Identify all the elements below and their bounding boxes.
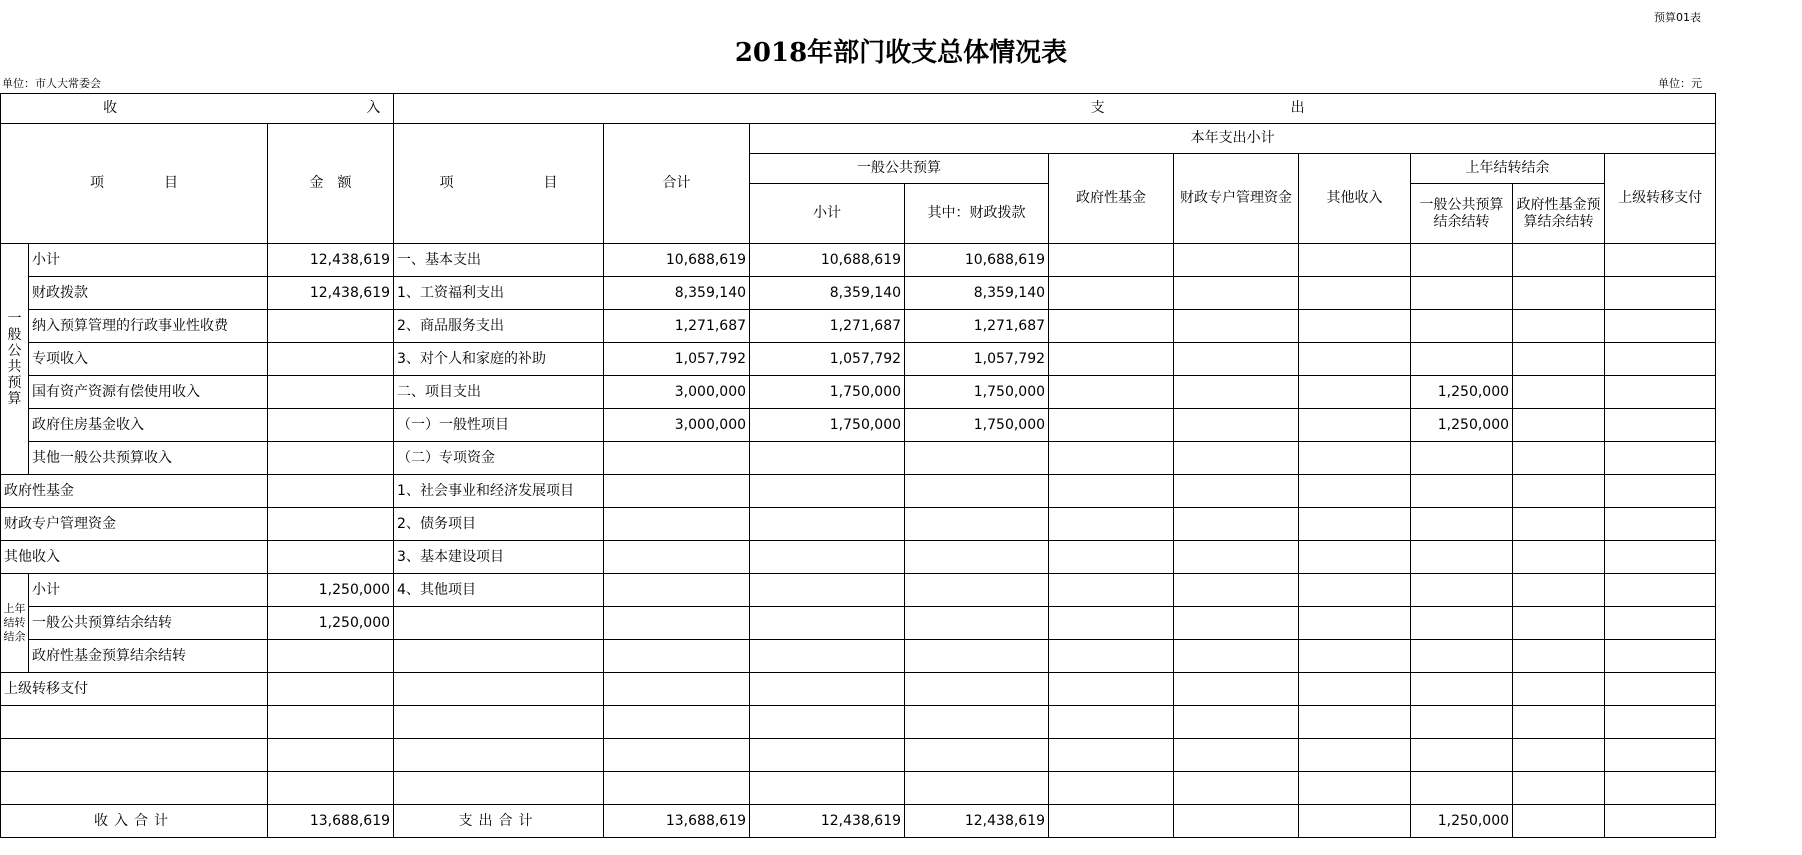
- table-row: 政府性基金 1、社会事业和经济发展项目: [1, 475, 1716, 508]
- totals-row: [1, 805, 1716, 838]
- total-header: 合计: [604, 124, 750, 244]
- carry-general-header: 一般公共预算结余结转: [1411, 184, 1513, 244]
- table-row: 纳入预算管理的行政事业性收费 2、商品服务支出 1,271,687 1,271,687 1,271,687: [1, 310, 1716, 343]
- fin-total: 12,438,619: [905, 805, 1049, 838]
- table-number-tag: 预算01表: [1654, 11, 1701, 24]
- table-row: 其他一般公共预算收入 （二）专项资金: [1, 442, 1716, 475]
- subtotal-header: 小计: [750, 184, 905, 244]
- current-year-header: 本年支出小计: [750, 124, 1716, 154]
- header-row-1: [1, 94, 1716, 124]
- income-total: 13,688,619: [268, 805, 394, 838]
- page-title: 2018年部门收支总体情况表: [734, 38, 1068, 68]
- table-row: 财政专户管理资金 2、债务项目: [1, 508, 1716, 541]
- income-item-header: 项 目: [1, 124, 268, 244]
- header-row-2: [1, 124, 1716, 154]
- table-row: 一般公共预算 小计 12,438,619 一、基本支出 10,688,619 10,688,619 10,688,619: [1, 244, 1716, 277]
- table-row: 国有资产资源有偿使用收入 二、项目支出 3,000,000 1,750,000 1,750,000 1,250,000: [1, 376, 1716, 409]
- group-label-carryover: 上年结转结余: [1, 574, 29, 673]
- table-row: 其他收入 3、基本建设项目: [1, 541, 1716, 574]
- table-row: 政府住房基金收入 （一）一般性项目 3,000,000 1,750,000 1,750,000 1,250,000: [1, 409, 1716, 442]
- of-which-header: 其中：财政拨款: [905, 184, 1049, 244]
- carryover-header: 上年结转结余: [1411, 154, 1605, 184]
- amount-header: 金 额: [268, 124, 394, 244]
- table-row: 专项收入 3、对个人和家庭的补助 1,057,792 1,057,792 1,057,792: [1, 343, 1716, 376]
- gov-fund-header: 政府性基金: [1049, 154, 1174, 244]
- empty-row: [1, 772, 1716, 805]
- empty-row: [1, 739, 1716, 772]
- subtotal-total: 12,438,619: [750, 805, 905, 838]
- empty-row: [1, 706, 1716, 739]
- expense-header: 支 出: [394, 94, 1716, 124]
- unit-currency: 单位：元: [1658, 77, 1702, 90]
- general-budget-header: 一般公共预算: [750, 154, 1049, 184]
- carry-gov-header: 政府性基金预算结余结转: [1513, 184, 1605, 244]
- unit-organization: 单位：市人大常委会: [2, 77, 101, 90]
- table-row: 政府性基金预算结余结转: [1, 640, 1716, 673]
- income-total-label: 收入合计: [1, 805, 268, 838]
- expense-total: 13,688,619: [604, 805, 750, 838]
- budget-table: [0, 93, 1716, 838]
- table-row: 上级转移支付: [1, 673, 1716, 706]
- income-header: 收 入: [1, 94, 394, 124]
- carry-total: 1,250,000: [1411, 805, 1513, 838]
- other-income-header: 其他收入: [1299, 154, 1411, 244]
- table-row: 上年结转结余 小计 1,250,000 4、其他项目: [1, 574, 1716, 607]
- expense-item-header: 项 目: [394, 124, 604, 244]
- transfer-header: 上级转移支付: [1605, 154, 1716, 244]
- expense-total-label: 支出合计: [394, 805, 604, 838]
- fiscal-special-header: 财政专户管理资金: [1174, 154, 1299, 244]
- group-label-general: 一般公共预算: [1, 244, 29, 475]
- table-row: 一般公共预算结余结转 1,250,000: [1, 607, 1716, 640]
- table-row: 财政拨款 12,438,619 1、工资福利支出 8,359,140 8,359,140 8,359,140: [1, 277, 1716, 310]
